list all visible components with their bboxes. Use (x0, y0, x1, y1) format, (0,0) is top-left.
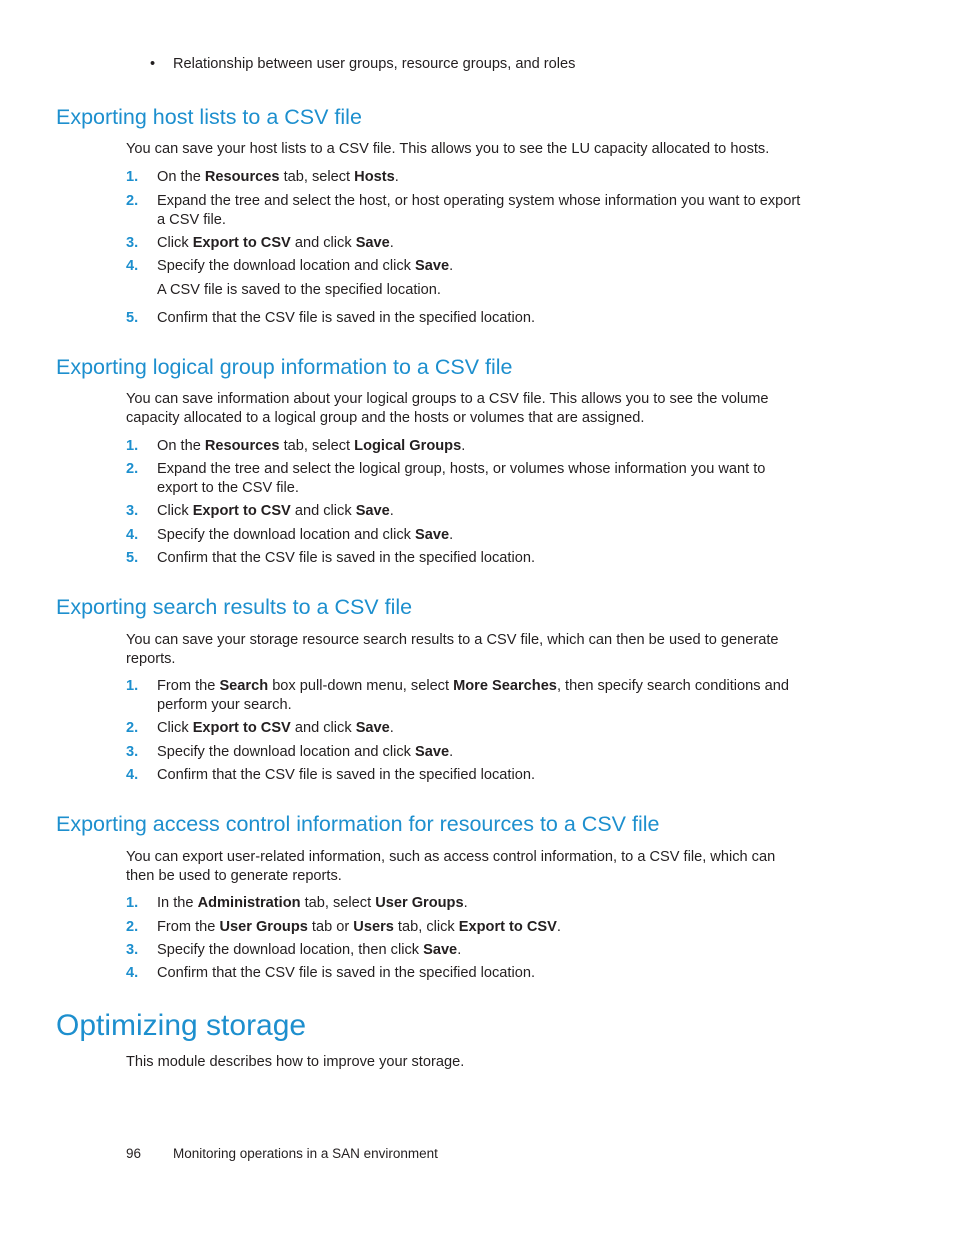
chapter-heading: Optimizing storage (56, 1009, 307, 1042)
step-text: Confirm that the CSV file is saved in the specified location. (157, 550, 536, 566)
section-intro: You can save your host lists to a CSV file. This allows you to see the LU capacity allocated to hosts. (126, 141, 770, 157)
step-number: 4. (126, 965, 139, 981)
step-number: 3. (126, 235, 139, 251)
step-number: 5. (126, 310, 139, 326)
section-heading-access-control: Exporting access control information for resources to a CSV file (56, 812, 660, 836)
step-text: From the User Groups tab or Users tab, click Export to CSV. (157, 919, 561, 935)
step-number: 1. (126, 438, 139, 454)
step-text: On the Resources tab, select Logical Groups. (157, 438, 466, 454)
section-heading-search-results: Exporting search results to a CSV file (56, 595, 413, 619)
step-text: Specify the download location, then click Save. (157, 942, 462, 958)
step-text: Confirm that the CSV file is saved in the specified location. (157, 767, 536, 783)
step-text: Specify the download location and click Save. (157, 527, 454, 543)
step-text: Specify the download location and click Save. (157, 258, 454, 274)
footer-title: Monitoring operations in a SAN environment (173, 1146, 438, 1161)
step-number: 3. (126, 503, 139, 519)
step-text: Click Export to CSV and click Save. (157, 720, 394, 736)
step-text: Expand the tree and select the host, or host operating system whose information you want to export a CSV file. (157, 193, 801, 228)
step-number: 3. (126, 942, 139, 958)
step-text: In the Administration tab, select User Groups. (157, 895, 468, 911)
step-number: 2. (126, 720, 139, 736)
step-text: Confirm that the CSV file is saved in the specified location. (157, 965, 536, 981)
step-number: 2. (126, 193, 139, 209)
section-intro: You can save information about your logical groups to a CSV file. This allows you to see the volume capacity allocated to a logical group and the hosts or volumes that are assigned. (126, 391, 769, 426)
step-number: 2. (126, 919, 139, 935)
intro-bullet-text: Relationship between user groups, resource groups, and roles (173, 56, 576, 72)
step-number: 1. (126, 169, 139, 185)
section-heading-host-lists: Exporting host lists to a CSV file (56, 105, 362, 129)
step-number: 5. (126, 550, 139, 566)
step-number: 1. (126, 895, 139, 911)
step-number: 4. (126, 258, 139, 274)
step-text: On the Resources tab, select Hosts. (157, 169, 399, 185)
step-text: Click Export to CSV and click Save. (157, 235, 394, 251)
step-number: 4. (126, 767, 139, 783)
chapter-intro: This module describes how to improve your storage. (126, 1054, 465, 1070)
bullet-icon: • (150, 56, 156, 72)
step-result: A CSV file is saved to the specified location. (157, 282, 441, 298)
step-number: 4. (126, 527, 139, 543)
step-number: 1. (126, 678, 139, 694)
step-number: 3. (126, 744, 139, 760)
section-intro: You can save your storage resource search results to a CSV file, which can then be used to generate reports. (126, 632, 779, 667)
section-heading-logical-group: Exporting logical group information to a CSV file (56, 355, 513, 379)
step-text: Confirm that the CSV file is saved in the specified location. (157, 310, 536, 326)
intro-bullet (150, 54, 575, 74)
page-number: 96 (126, 1146, 142, 1161)
step-number: 2. (126, 461, 139, 477)
step-text: Specify the download location and click Save. (157, 744, 454, 760)
step-text: Click Export to CSV and click Save. (157, 503, 394, 519)
section-intro: You can export user-related information, such as access control information, to a CSV file, which can then be used to generate reports. (126, 849, 776, 884)
step-text: Expand the tree and select the logical group, hosts, or volumes whose information you want to export to the CSV file. (157, 461, 766, 496)
step-text: From the Search box pull-down menu, select More Searches, then specify search conditions and perform your search. (157, 678, 789, 713)
